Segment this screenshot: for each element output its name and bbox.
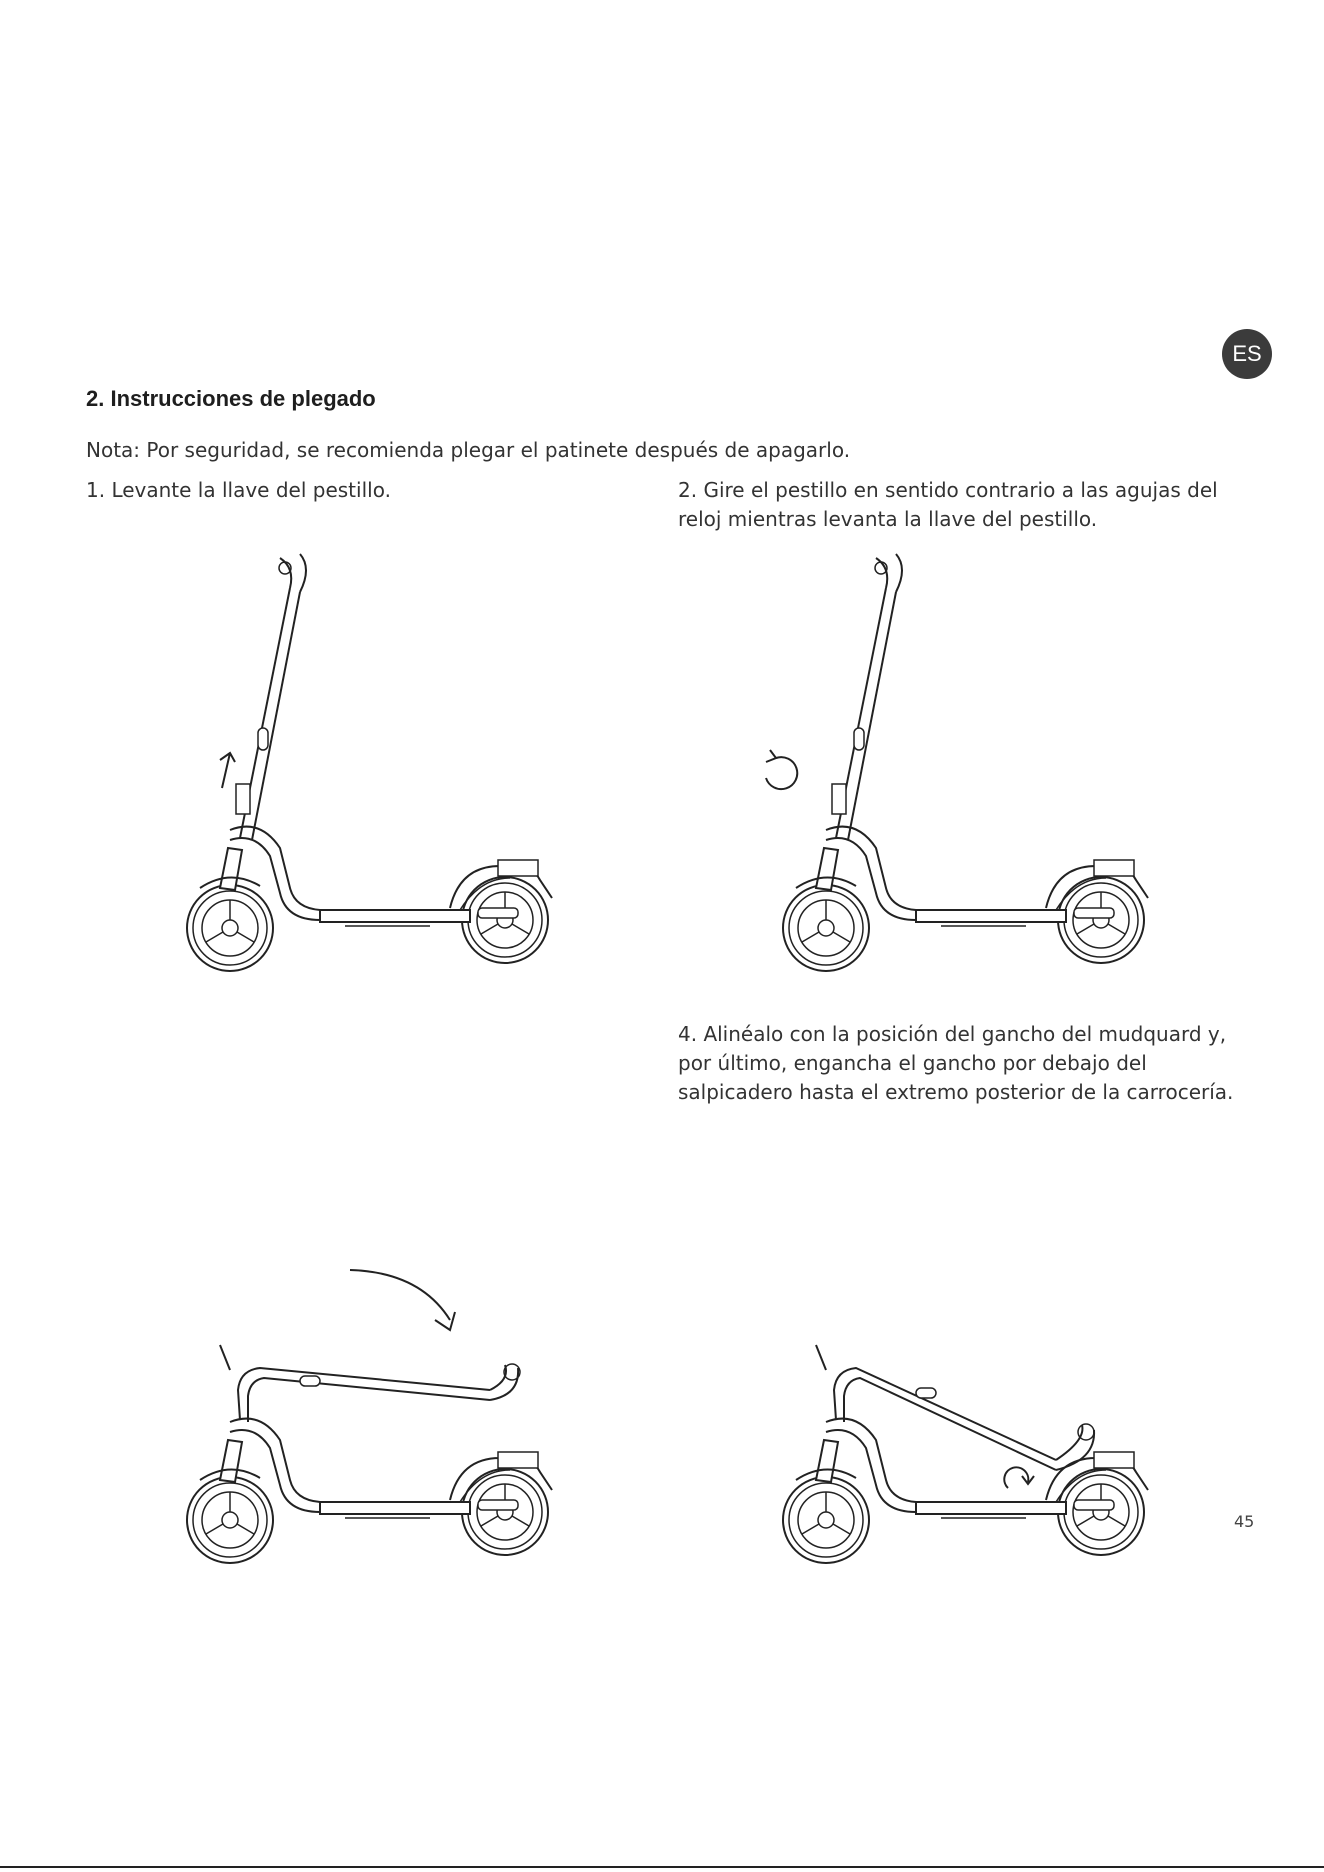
safety-note: Nota: Por seguridad, se recomienda plegar el patinete después de apagarlo. <box>86 438 851 462</box>
footer-rule <box>0 1866 1324 1868</box>
step-2-illustration <box>756 548 1176 968</box>
step-1-illustration <box>160 548 580 968</box>
page-number: 45 <box>1234 1512 1255 1531</box>
scooter-lift-latch-icon <box>160 548 580 968</box>
scooter-folding-icon <box>160 1140 580 1560</box>
step-3-illustration <box>160 1140 580 1560</box>
section-title: 2. Instrucciones de plegado <box>86 386 376 411</box>
scooter-folded-hook-icon <box>756 1140 1176 1560</box>
step-1-text: 1. Levante la llave del pestillo. <box>86 478 391 502</box>
scooter-rotate-latch-icon <box>756 548 1176 968</box>
step-4-illustration <box>756 1140 1176 1560</box>
step-4-text: 4. Alinéalo con la posición del gancho del mudquard y, por último, engancha el gancho por debajo del salpicadero hasta el extremo posterior de la carrocería. <box>678 1022 1234 1104</box>
language-badge: ES <box>1222 329 1272 379</box>
step-2-text: 2. Gire el pestillo en sentido contrario a las agujas del reloj mientras levanta la llave del pestillo. <box>678 478 1218 531</box>
